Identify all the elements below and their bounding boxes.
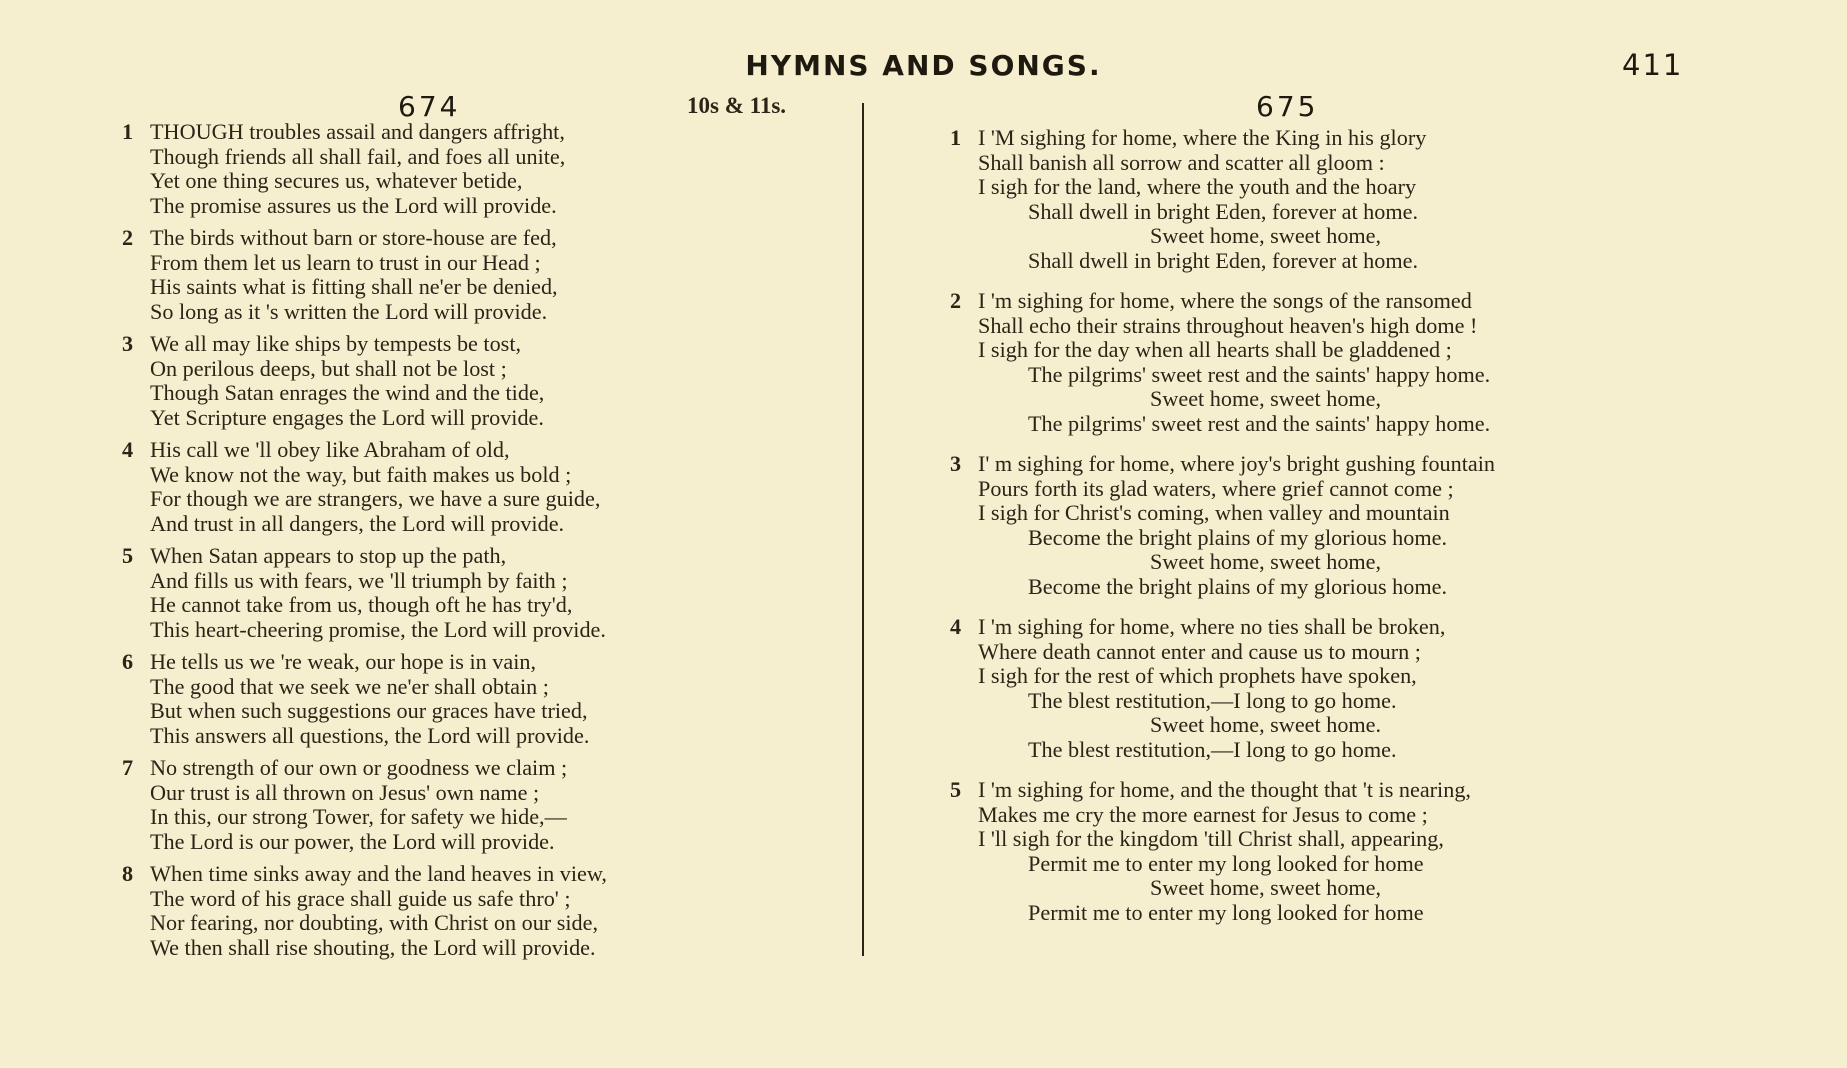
verse-line: I sigh for the land, where the youth and the hoary — [978, 174, 1417, 199]
stanza — [122, 544, 842, 642]
verse-line: Shall banish all sorrow and scatter all gloom : — [978, 149, 1385, 175]
verse-line: This heart-cheering promise, the Lord will provide. — [150, 616, 606, 642]
stanza-number: 6 — [122, 649, 134, 674]
verse-line: Though Satan enrages the wind and the tide, — [150, 380, 545, 405]
hymn-674-number: 674 — [398, 90, 461, 123]
hymn-674-meter: 10s & 11s. — [687, 93, 787, 118]
verse-line: And fills us with fears, we 'll triumph by faith ; — [150, 567, 568, 593]
verse-line: The blest restitution,—I long to go home. — [1028, 687, 1397, 713]
stanza-number: 5 — [122, 543, 134, 568]
stanza — [122, 438, 842, 536]
verse-line: Sweet home, sweet home, — [1150, 549, 1382, 574]
verse-line: I sigh for the rest of which prophets have spoken, — [978, 663, 1417, 688]
verse-line: In this, our strong Tower, for safety we hide,— — [150, 804, 567, 829]
column-divider — [862, 103, 864, 956]
stanza-number: 3 — [122, 331, 134, 356]
verse-line: I 'll sigh for the kingdom 'till Christ shall, appearing, — [978, 826, 1444, 851]
stanza — [122, 862, 842, 960]
verse-line: We all may like ships by tempests be tost, — [150, 331, 522, 356]
verse-line: I' m sighing for home, where joy's bright gushing fountain — [978, 451, 1496, 476]
verse-line: Become the bright plains of my glorious home. — [1028, 524, 1448, 550]
verse-line: Sweet home, sweet home, — [1150, 223, 1382, 248]
verse-line: The promise assures us the Lord will provide. — [150, 192, 557, 218]
stanza-number: 7 — [122, 755, 134, 780]
verse-line: So long as it 's written the Lord will provide. — [150, 298, 548, 324]
stanza — [950, 452, 1710, 599]
stanza-number: 3 — [950, 451, 962, 476]
stanza — [122, 650, 842, 748]
verse-line: Yet Scripture engages the Lord will provide. — [150, 404, 544, 430]
verse-line: No strength of our own or goodness we claim ; — [150, 755, 568, 780]
verse-line: I 'm sighing for home, where no ties shall be broken, — [978, 614, 1446, 639]
hymn-675-text — [950, 126, 1710, 941]
verse-line: Sweet home, sweet home, — [1150, 386, 1382, 411]
verse-line: I sigh for the day when all hearts shall be gladdened ; — [978, 337, 1452, 362]
stanza-number: 1 — [950, 125, 962, 150]
verse-line: His saints what is fitting shall ne'er be denied, — [150, 274, 558, 299]
verse-line: Shall dwell in bright Eden, forever at home. — [1028, 198, 1419, 224]
verse-line: Our trust is all thrown on Jesus' own name ; — [150, 779, 540, 805]
verse-line: The word of his grace shall guide us safe thro' ; — [150, 885, 571, 911]
running-title: HYMNS AND SONGS. — [745, 49, 1102, 82]
stanza — [122, 226, 842, 324]
verse-line: Yet one thing secures us, whatever betide, — [150, 168, 523, 193]
verse-line: Though friends all shall fail, and foes all unite, — [150, 143, 566, 169]
stanza — [950, 126, 1710, 273]
stanza — [950, 778, 1710, 925]
verse-line: Shall dwell in bright Eden, forever at home. — [1028, 247, 1419, 273]
stanza — [950, 615, 1710, 762]
verse-line: We know not the way, but faith makes us bold ; — [150, 461, 572, 487]
verse-line: But when such suggestions our graces have tried, — [150, 698, 588, 723]
verse-line: He tells us we 're weak, our hope is in vain, — [150, 649, 537, 674]
verse-line: Permit me to enter my long looked for home — [1028, 899, 1424, 925]
verse-line: Where death cannot enter and cause us to mourn ; — [978, 638, 1421, 664]
verse-line: The blest restitution,—I long to go home. — [1028, 736, 1397, 762]
verse-line: The pilgrims' sweet rest and the saints' happy home. — [1028, 361, 1491, 387]
verse-line: Shall echo their strains throughout heaven's high dome ! — [978, 312, 1478, 338]
verse-line: The Lord is our power, the Lord will provide. — [150, 828, 555, 854]
stanza — [950, 289, 1710, 436]
verse-line: He cannot take from us, though oft he has try'd, — [150, 592, 573, 617]
stanza — [122, 332, 842, 430]
verse-line: When Satan appears to stop up the path, — [150, 543, 507, 568]
stanza-number: 8 — [122, 861, 134, 886]
verse-line: The good that we seek we ne'er shall obtain ; — [150, 673, 549, 699]
verse-line: The birds without barn or store-house are fed, — [150, 225, 557, 250]
stanza-number: 1 — [122, 119, 134, 144]
verse-line: Sweet home, sweet home. — [1150, 712, 1382, 737]
stanza-number: 2 — [122, 225, 134, 250]
verse-line: I 'M sighing for home, where the King in his glory — [978, 125, 1427, 150]
hymn-675-number: 675 — [1256, 90, 1319, 123]
verse-line: Permit me to enter my long looked for home — [1028, 850, 1424, 876]
stanza-number: 4 — [950, 614, 962, 639]
verse-line: Nor fearing, nor doubting, with Christ on our side, — [150, 910, 599, 935]
page-number: 411 — [1622, 48, 1684, 82]
verse-line: This answers all questions, the Lord will provide. — [150, 722, 590, 748]
verse-line: For though we are strangers, we have a sure guide, — [150, 486, 601, 511]
hymn-674-text — [122, 120, 842, 968]
stanza — [122, 120, 842, 218]
verse-line: The pilgrims' sweet rest and the saints' happy home. — [1028, 410, 1491, 436]
verse-line: Pours forth its glad waters, where grief cannot come ; — [978, 475, 1454, 501]
verse-line: When time sinks away and the land heaves in view, — [150, 861, 607, 886]
verse-line: Sweet home, sweet home, — [1150, 875, 1382, 900]
verse-line: I 'm sighing for home, where the songs of the ransomed — [978, 288, 1472, 313]
stanza-number: 2 — [950, 288, 962, 313]
verse-line: THOUGH troubles assail and dangers affright, — [150, 119, 565, 144]
verse-line: I 'm sighing for home, and the thought that 't is nearing, — [978, 777, 1471, 802]
verse-line: On perilous deeps, but shall not be lost ; — [150, 355, 507, 381]
verse-line: I sigh for Christ's coming, when valley and mountain — [978, 500, 1450, 525]
stanza-number: 4 — [122, 437, 134, 462]
verse-line: Become the bright plains of my glorious home. — [1028, 573, 1448, 599]
verse-line: From them let us learn to trust in our Head ; — [150, 249, 541, 275]
verse-line: Makes me cry the more earnest for Jesus to come ; — [978, 801, 1428, 827]
stanza — [122, 756, 842, 854]
stanza-number: 5 — [950, 777, 962, 802]
verse-line: We then shall rise shouting, the Lord will provide. — [150, 934, 596, 960]
verse-line: His call we 'll obey like Abraham of old, — [150, 437, 510, 462]
verse-line: And trust in all dangers, the Lord will provide. — [150, 510, 565, 536]
